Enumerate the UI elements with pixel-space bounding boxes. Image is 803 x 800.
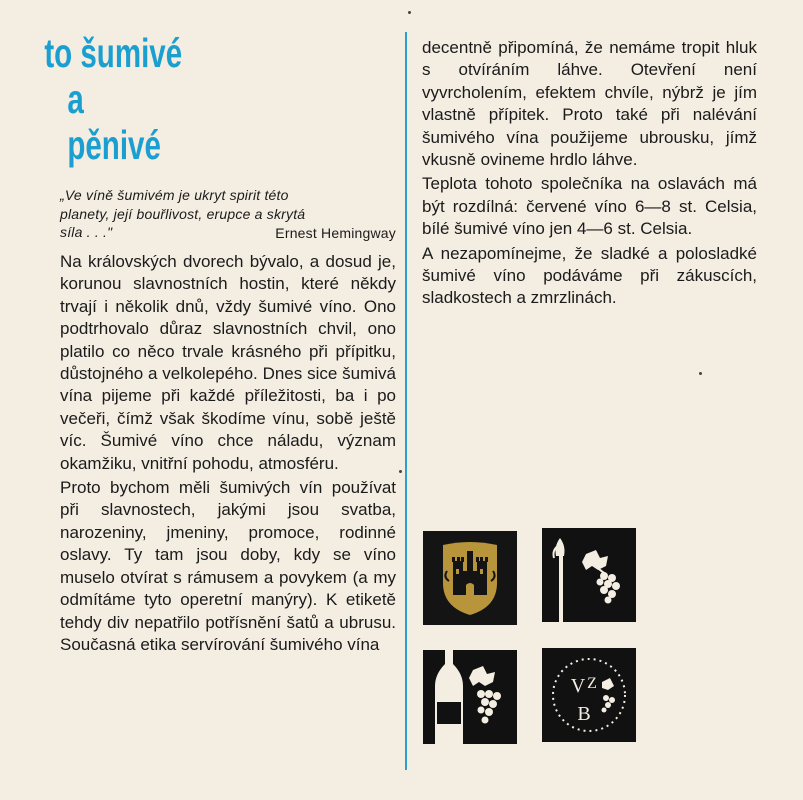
quote-line-1: „Ve víně šumivém je ukryt spirit této bbox=[60, 187, 289, 203]
left-text-column bbox=[60, 251, 396, 656]
wine-bottle-icon bbox=[423, 650, 517, 744]
svg-text:Z: Z bbox=[587, 675, 597, 692]
print-speck bbox=[408, 11, 411, 14]
castle-crest-icon bbox=[423, 531, 517, 625]
paragraph: Proto bychom měli šumivých vín používat při slavnostech, jakými jsou svatba, narozeniny, jmeniny, promoce, rodinné oslavy. Ty tam jsou doby, kdy se víno muselo otvírat s rámusem a povykem (a my odmítáme tyto operetní manýry). K etiketě tehdy div nepatřilo potřísnění šatů a ubrusu. Současná etika servírování šumivého vína bbox=[60, 478, 396, 654]
paragraph: Teplota tohoto společníka na oslavách má být rozdílná: červené víno 6—8 st. Celsia, bílé šumivé víno jen 4—6 st. Celsia. bbox=[422, 174, 757, 239]
print-speck bbox=[699, 372, 702, 375]
svg-text:V: V bbox=[570, 675, 586, 697]
paragraph: decentně připomíná, že nemáme tropit hluk s otvíráním láhve. Otevření není vyvrcholením, efektem chvíle, nýbrž je jím vlastně přípitek. Proto také při nalévání šumivého vína použijeme ubrousku, jímž vkusně ovineme hrdlo láhve. bbox=[422, 38, 757, 170]
title-line-2: a pěnivé bbox=[67, 76, 161, 168]
title-line-1: to šumivé bbox=[44, 30, 183, 76]
bottle-grapes-tile bbox=[423, 650, 517, 744]
quote-author: Ernest Hemingway bbox=[275, 224, 396, 241]
right-text-column bbox=[422, 37, 757, 310]
quote-line-2: planety, její bouřlivost, erupce a skrytá bbox=[60, 205, 306, 222]
grape-leaf-icon bbox=[542, 528, 636, 622]
vzb-seal-icon bbox=[542, 648, 636, 742]
coat-of-arms-tile bbox=[423, 531, 517, 625]
column-divider bbox=[405, 32, 407, 770]
svg-text:B: B bbox=[577, 703, 591, 725]
paragraph: A nezapomínejme, že sladké a polosladké šumivé víno podáváme při zákuscích, sladkostech a zmrzlinách. bbox=[422, 243, 757, 308]
quote-line-3: síla . . ." bbox=[60, 224, 113, 240]
paragraph: Na královských dvorech bývalo, a dosud je, korunou slavnostních hostin, které někdy trvají i několik dnů, vždy šumivé víno. Ono podtrhovalo důraz slavnostních chvil, ono platilo co něco trvale krásného při přípitku, důstojného a velkolepého. Dnes sice šumivá vína pijeme při každé příležitosti, ba i po večeři, čímž však škodíme vínu, sobě ještě víc. Šumivé víno chce náladu, význam okamžiku, vnitřní pohodu, atmosféru. bbox=[60, 252, 396, 473]
pouring-wine-tile bbox=[542, 528, 636, 622]
epigraph-quote bbox=[60, 186, 396, 242]
vzb-seal-tile bbox=[542, 648, 636, 742]
page-title bbox=[40, 30, 184, 168]
print-speck bbox=[399, 470, 402, 473]
